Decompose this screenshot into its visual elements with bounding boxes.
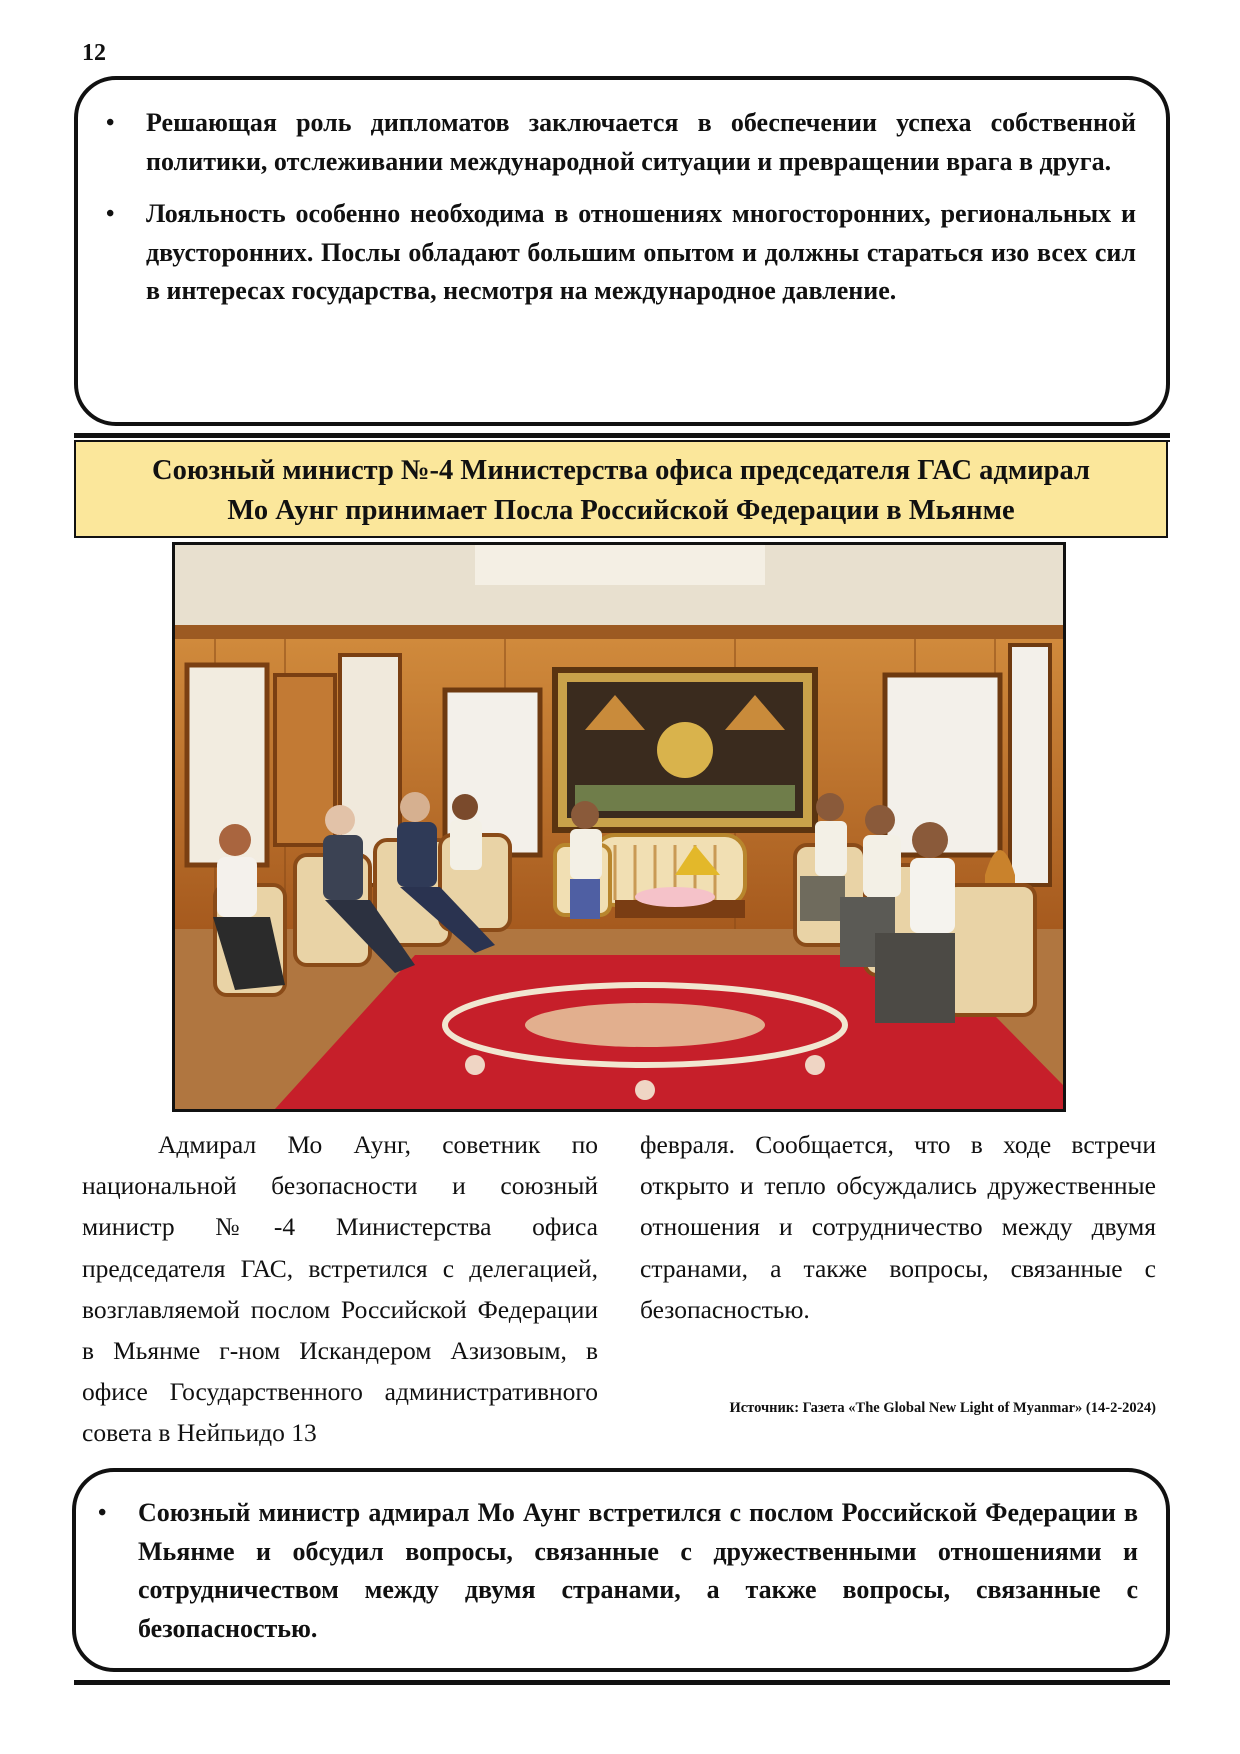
headline-line-2: Мо Аунг принимает Посла Российской Федерации в Мьянме: [227, 495, 1015, 526]
key-points-list: [104, 104, 1136, 311]
meeting-room-photo-icon: [175, 545, 1063, 1109]
meeting-photo: [172, 542, 1066, 1112]
page-number: 12: [82, 40, 106, 66]
article-body-left: [82, 1124, 598, 1454]
summary-box: [72, 1468, 1170, 1672]
summary-list: [96, 1494, 1138, 1648]
key-point-1: • Решающая роль дипломатов заключается в обеспечении успеха собственной политики, отслеживании международной ситуации и превращении врага в друга.: [104, 104, 1136, 181]
key-points-box: [74, 76, 1170, 426]
article-body-right: [640, 1124, 1156, 1330]
key-point-2: • Лояльность особенно необходима в отношениях многосторонних, региональных и двусторонних. Послы обладают большим опытом и должны стараться изо всех сил в интересах государства, несмотря на международное давление.: [104, 195, 1136, 311]
summary-point: • Союзный министр адмирал Мо Аунг встретился с послом Российской Федерации в Мьянме и обсудил вопросы, связанные с дружественными отношениями и сотрудничеством между двумя странами, а также вопросы, связанные с безопасностью.: [96, 1494, 1138, 1648]
article-headline: [74, 440, 1168, 538]
article-paragraph-right: февраля. Сообщается, что в ходе встречи открыто и тепло обсуждались дружественные отношения и сотрудничество между двумя странами, а также вопросы, связанные с безопасностью.: [640, 1130, 1156, 1324]
divider-bottom: [74, 1680, 1170, 1685]
headline-line-1: Союзный министр №-4 Министерства офиса председателя ГАС адмирал: [151, 455, 1090, 486]
divider-top: [74, 433, 1170, 438]
article-paragraph-left: Адмирал Мо Аунг, советник по национальной безопасности и союзный министр №-4 Министерства офиса председателя ГАС, встретился с делегацией, возглавляемой послом Российской Федерации в Мьянме г-ном Искандером Азизовым, в офисе Государственного административного совета в Нейпьидо 13: [82, 1130, 598, 1448]
article-source: Источник: Газета «The Global New Light of Myanmar» (14-2-2024): [729, 1400, 1156, 1416]
